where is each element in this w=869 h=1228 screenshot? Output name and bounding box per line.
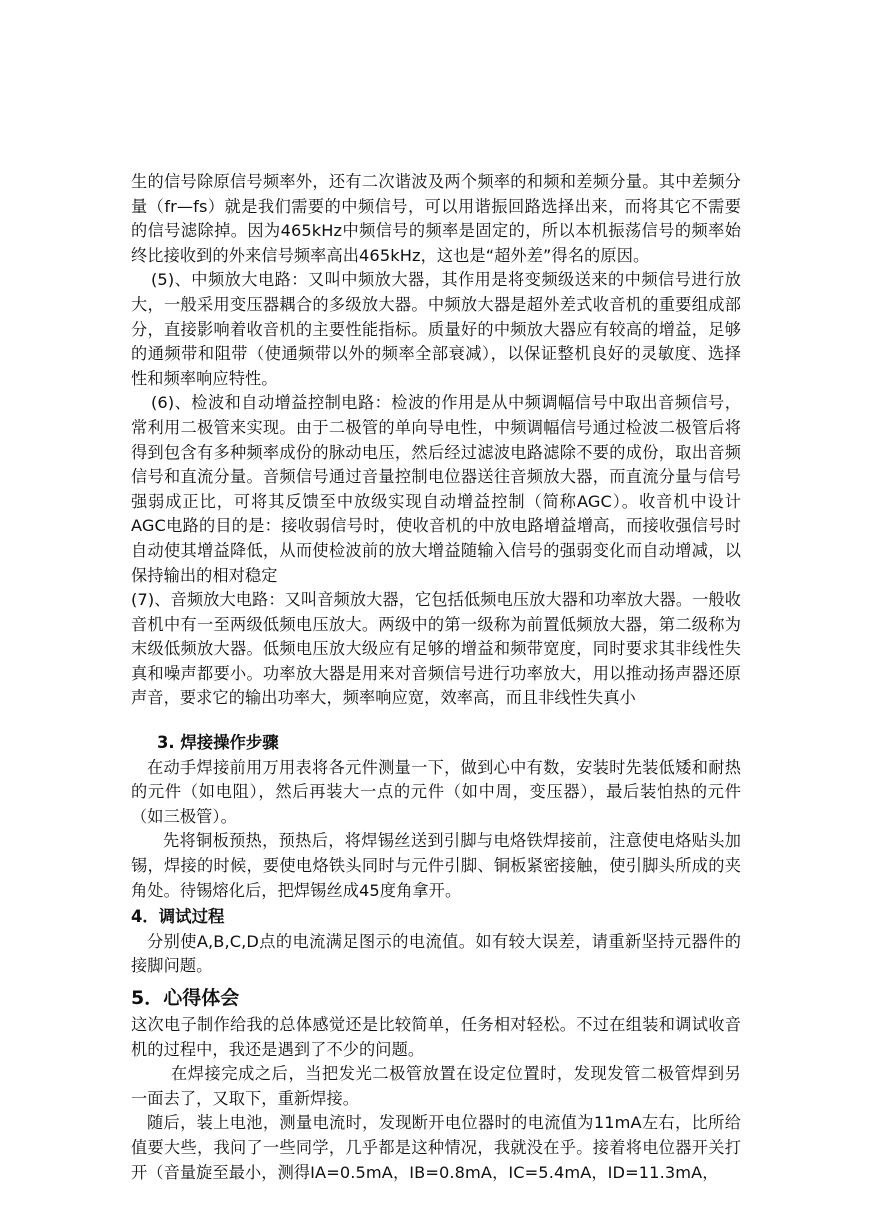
paragraph-debugging: 分别使A,B,C,D点的电流满足图示的电流值。如有较大误差，请重新坚持元器件的接脚问题。 xyxy=(131,931,741,976)
paragraph-welding-1: 在动手焊接前用万用表将各元件测量一下，做到心中有数，安装时先装低矮和耐热的元件（如电阻），然后再装大一点的元件（如中周，变压器），最后装怕热的元件（如三极管）。 xyxy=(131,757,741,826)
paragraph-experience-2: 在焊接完成之后，当把发光二极管放置在设定位置时，发现发管二极管焊到另一面去了，又取下，重新焊接。 xyxy=(131,1064,741,1108)
section-title-experience: 5．心得体会 xyxy=(131,987,240,1009)
section-title-welding: 3. 焊接操作步骤 xyxy=(157,733,279,753)
paragraph-if-amplifier: (5)、中频放大电路：又叫中频放大器，其作用是将变频级送来的中频信号进行放大，一般采用变压器耦合的多级放大器。中频放大器是超外差式收音机的重要组成部分，直接影响着收音机的主要性能指标。质量好的中频放大器应有较高的增益，足够的通频带和阻带（使通频带以外的频率全部衰减），以保证整机良好的灵敏度、选择性和频率响应特性。 xyxy=(131,270,741,388)
paragraph-welding-2: 先将铜板预热，预热后，将焊锡丝送到引脚与电烙铁焊接前，注意使电烙贴头加锡，焊接的时候，要使电烙铁头同时与元件引脚、铜板紧密接触，使引脚头所成的夹角处。待锡熔化后，把焊锡丝成45度角拿开。 xyxy=(131,831,741,900)
section-title-debugging: 4．调试过程 xyxy=(131,907,225,927)
document-body xyxy=(131,170,741,1185)
paragraph-mixer: 生的信号除原信号频率外，还有二次谐波及两个频率的和频和差频分量。其中差频分量（fr—fs）就是我们需要的中频信号，可以用谐振回路选择出来，而将其它不需要的信号滤除掉。因为465kHz中频信号的频率是固定的，所以本机振荡信号的频率始终比接收到的外来信号频率高出465kHz，这也是“超外差”得名的原因。 xyxy=(131,172,741,265)
paragraph-experience-1: 这次电子制作给我的总体感觉还是比较简单，任务相对轻松。不过在组装和调试收音机的过程中，我还是遇到了不少的问题。 xyxy=(131,1015,741,1059)
paragraph-detector-agc: (6)、检波和自动增益控制电路：检波的作用是从中频调幅信号中取出音频信号，常利用二极管来实现。由于二极管的单向导电性，中频调幅信号通过检波二极管后将得到包含有多种频率成份的脉动电压，然后经过滤波电路滤除不要的成份，取出音频信号和直流分量。音频信号通过音量控制电位器送往音频放大器，而直流分量与信号强弱成正比，可将其反馈至中放级实现自动增益控制（简称AGC）。收音机中设计AGC电路的目的是：接收弱信号时，使收音机的中放电路增益增高，而接收强信号时自动使其增益降低，从而使检波前的放大增益随输入信号的强弱变化而自动增减，以保持输出的相对稳定 xyxy=(131,393,741,585)
paragraph-experience-3: 随后，装上电池，测量电流时，发现断开电位器时的电流值为11mA左右，比所给值要大些，我问了一些同学，几乎都是这种情况，我就没在乎。接着将电位器开关打开（音量旋至最小，测得IA=0.5mA，IB=0.8mA，IC=5.4mA，ID=11.3mA， xyxy=(131,1113,741,1182)
paragraph-audio-amplifier: (7)、音频放大电路：又叫音频放大器，它包括低频电压放大器和功率放大器。一般收音机中有一至两级低频电压放大。两级中的第一级称为前置低频放大器，第二级称为末级低频放大器。低频电压放大级应有足够的增益和频带宽度，同时要求其非线性失真和噪声都要小。功率放大器是用来对音频信号进行功率放大，用以推动扬声器还原声音，要求它的输出功率大，频率响应宽，效率高，而且非线性失真小 xyxy=(131,590,741,708)
